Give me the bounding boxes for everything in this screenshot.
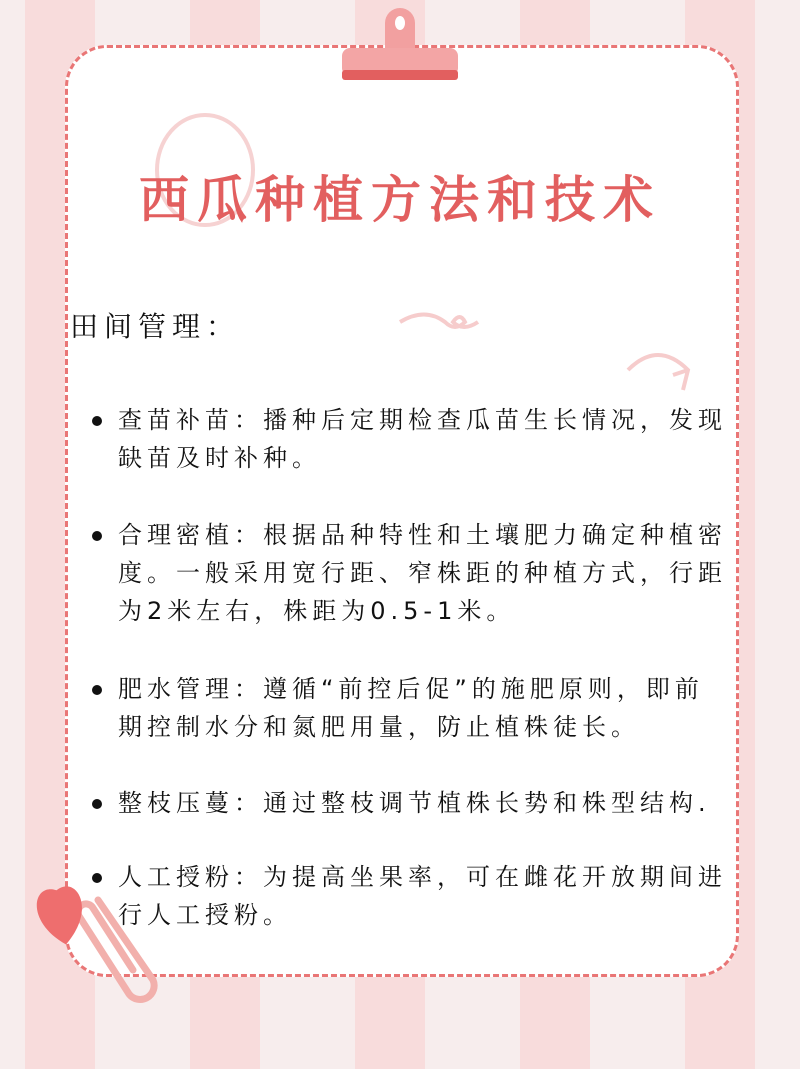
list-item: 人工授粉：为提高坐果率，可在雌花开放期间进行人工授粉。 — [92, 858, 732, 934]
list-item: 合理密植：根据品种特性和土壤肥力确定种植密度。一般采用宽行距、窄株距的种植方式，行距为2米左右，株距为0.5-1米。 — [92, 516, 732, 630]
bullet-icon — [92, 531, 102, 541]
list-item: 肥水管理：遵循“前控后促”的施肥原则，即前期控制水分和氮肥用量，防止植株徒长。 — [92, 670, 732, 746]
page-title: 西瓜种植方法和技术 — [139, 171, 661, 229]
bullet-icon — [92, 685, 102, 695]
list-item: 整枝压蔓：通过整枝调节植株长势和株型结构. — [92, 784, 732, 822]
squiggle-doodle-icon — [395, 300, 515, 340]
paperclip-heart-icon — [28, 860, 168, 1010]
bullet-icon — [92, 799, 102, 809]
bullet-icon — [92, 416, 102, 426]
binder-clip-icon — [340, 8, 460, 83]
section-heading: 田间管理： — [70, 310, 241, 343]
list-item: 查苗补苗：播种后定期检查瓜苗生长情况，发现缺苗及时补种。 — [92, 401, 732, 477]
arrow-doodle-icon — [620, 340, 700, 400]
